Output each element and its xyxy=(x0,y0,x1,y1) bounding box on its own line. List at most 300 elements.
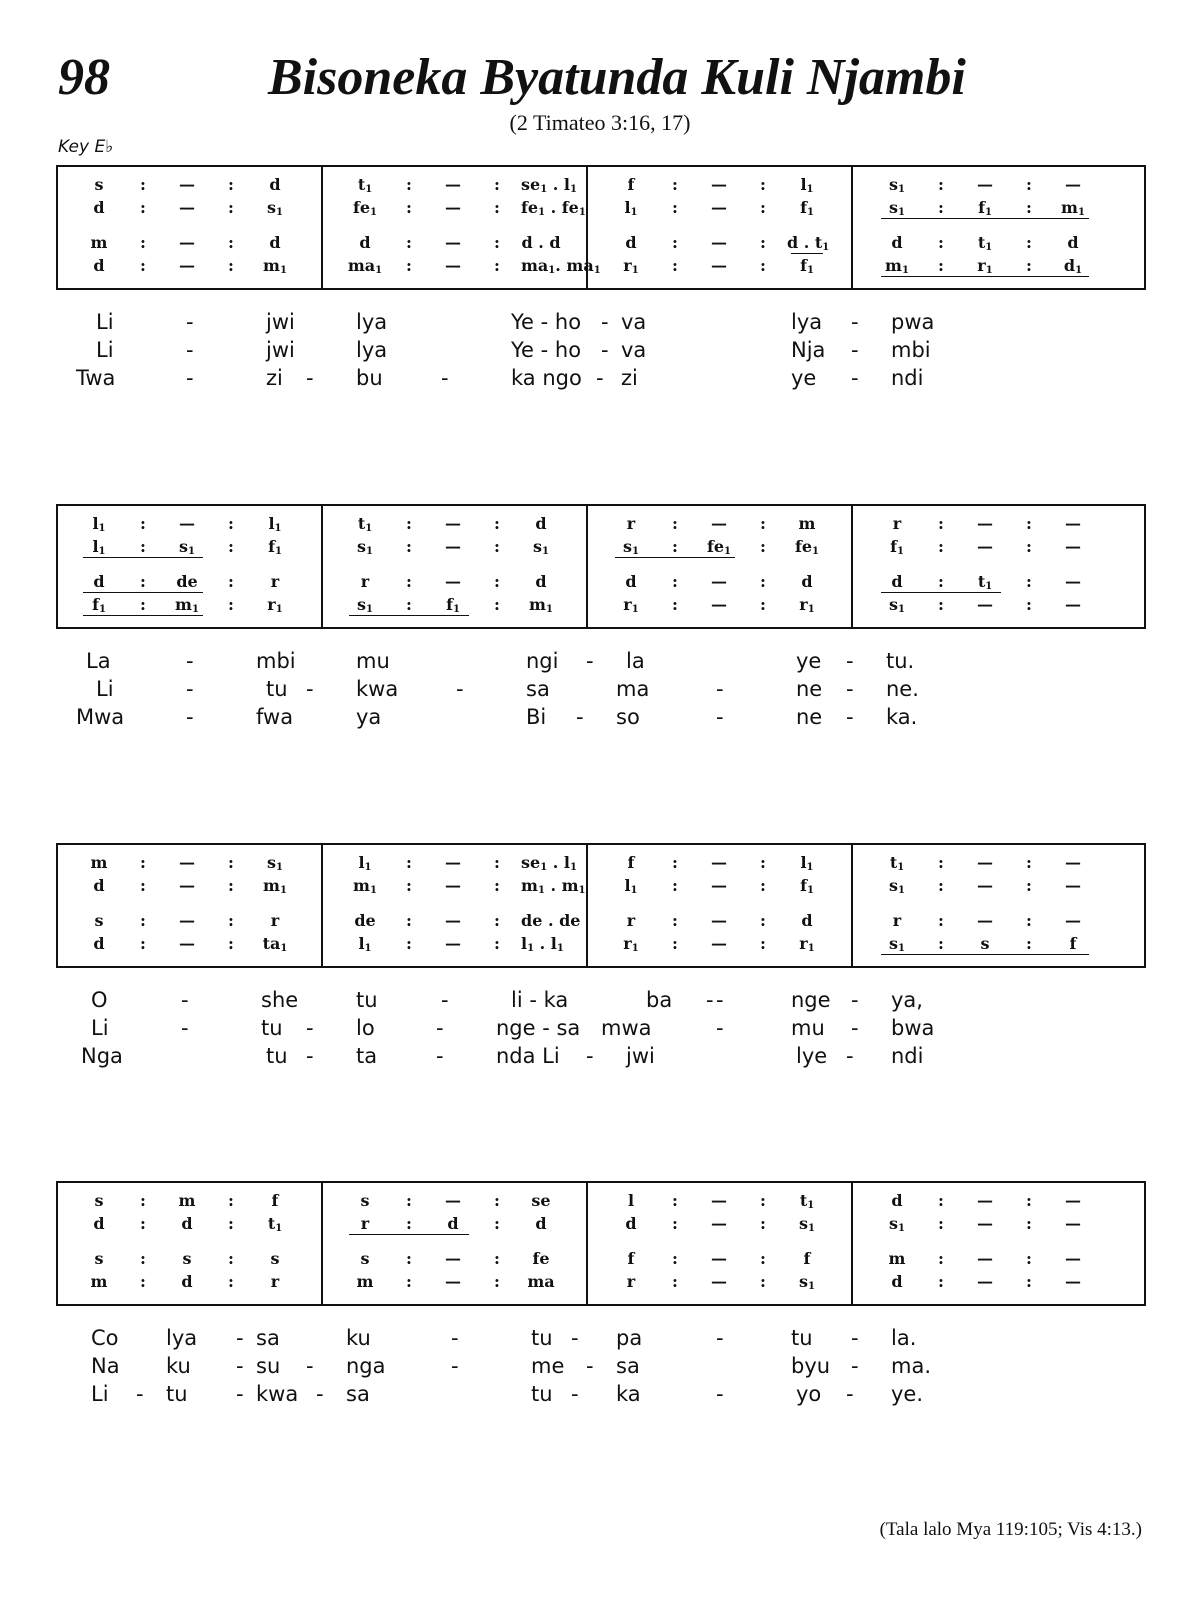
voice-row xyxy=(56,513,1146,535)
lyric-syllable: lya xyxy=(166,1326,198,1350)
note: $l_1$ xyxy=(358,853,372,873)
syllable-hyphen: - xyxy=(586,649,594,673)
note: d xyxy=(93,256,105,275)
beat-separator: : xyxy=(406,876,412,895)
note: d xyxy=(181,1214,193,1233)
beat-separator: : xyxy=(672,934,678,953)
lyric-line xyxy=(56,336,1146,364)
note: — xyxy=(1065,595,1081,614)
note: $t_1$ xyxy=(799,1191,815,1211)
beat-separator: : xyxy=(494,537,500,556)
lyric-syllable: tu xyxy=(261,1016,283,1040)
voice-row xyxy=(56,1213,1146,1235)
beat-separator: : xyxy=(1026,233,1032,252)
lyric-syllable: Nga xyxy=(81,1044,123,1068)
beat-separator: : xyxy=(140,853,146,872)
beat-separator: : xyxy=(228,537,234,556)
lyric-syllable: ye. xyxy=(891,1382,924,1406)
lyric-syllable: O xyxy=(91,988,108,1012)
note: f xyxy=(1069,934,1077,953)
note: $s_1$ xyxy=(533,537,549,557)
lyric-syllable: she xyxy=(261,988,299,1012)
note: d xyxy=(93,572,105,591)
note: — xyxy=(179,911,195,930)
note: s xyxy=(94,175,104,194)
beat-separator: : xyxy=(228,595,234,614)
note: $l_1$ xyxy=(268,514,282,534)
lyric-syllable: yo xyxy=(796,1382,822,1406)
note: — xyxy=(977,175,993,194)
syllable-hyphen: - xyxy=(181,1016,189,1040)
lyric-syllable: ya xyxy=(356,705,382,729)
syllable-hyphen: - xyxy=(236,1382,244,1406)
note: m xyxy=(888,1249,906,1268)
note: $m_1$ xyxy=(263,876,287,896)
note: d . $t_1$ xyxy=(787,233,830,253)
note: — xyxy=(179,233,195,252)
note: f xyxy=(803,1249,811,1268)
syllable-hyphen: - xyxy=(706,988,714,1012)
lyric-syllable: ka ngo xyxy=(511,366,582,390)
lyric-line xyxy=(56,1380,1146,1408)
beat-separator: : xyxy=(938,876,944,895)
note: — xyxy=(977,1191,993,1210)
lyric-syllable: Na xyxy=(91,1354,120,1378)
lyric-syllable: ndi xyxy=(891,366,924,390)
beat-separator: : xyxy=(672,198,678,217)
lyric-syllable: Ye - ho xyxy=(511,338,582,362)
note: s xyxy=(94,1249,104,1268)
note: — xyxy=(1065,514,1081,533)
voice-row xyxy=(56,933,1146,955)
beat-separator: : xyxy=(760,514,766,533)
note-group-underline xyxy=(349,1234,469,1235)
note: — xyxy=(711,514,727,533)
lyric-syllable: sa xyxy=(346,1382,370,1406)
note: — xyxy=(977,595,993,614)
lyric-line xyxy=(56,1014,1146,1042)
note-group-underline xyxy=(83,557,203,558)
beat-separator: : xyxy=(494,198,500,217)
beat-separator: : xyxy=(672,1272,678,1291)
lyric-syllable: lya xyxy=(356,310,388,334)
note: $se_1$ . $l_1$ xyxy=(521,175,577,195)
beat-separator: : xyxy=(140,175,146,194)
note: — xyxy=(977,1249,993,1268)
lyric-syllable: tu xyxy=(531,1326,553,1350)
beat-separator: : xyxy=(140,1249,146,1268)
note-group-underline xyxy=(83,592,203,593)
lyric-syllable: me xyxy=(531,1354,565,1378)
lyric-syllable: Nja xyxy=(791,338,826,362)
beat-separator: : xyxy=(140,934,146,953)
beat-separator: : xyxy=(140,198,146,217)
lyric-line xyxy=(56,986,1146,1014)
beat-separator: : xyxy=(672,853,678,872)
note: — xyxy=(1065,911,1081,930)
beat-separator: : xyxy=(406,198,412,217)
beat-separator: : xyxy=(228,572,234,591)
note: d xyxy=(269,175,281,194)
syllable-hyphen: - xyxy=(851,310,859,334)
beat-separator: : xyxy=(494,572,500,591)
score-system xyxy=(56,843,1146,1068)
note: $l_1$ xyxy=(92,537,106,557)
note: — xyxy=(445,1249,461,1268)
beat-separator: : xyxy=(406,911,412,930)
lyric-syllable: Twa xyxy=(76,366,116,390)
note: — xyxy=(977,537,993,556)
note: — xyxy=(445,876,461,895)
note-group-underline xyxy=(615,557,735,558)
note: — xyxy=(977,1272,993,1291)
syllable-hyphen: - xyxy=(306,677,314,701)
syllable-hyphen: - xyxy=(186,677,194,701)
beat-separator: : xyxy=(1026,1214,1032,1233)
note: $fe_1$ xyxy=(706,537,732,557)
note: $r_1$ xyxy=(623,256,639,276)
beat-separator: : xyxy=(494,1249,500,1268)
lyric-syllable: ne xyxy=(796,677,823,701)
syllable-hyphen: - xyxy=(716,1326,724,1350)
note: $r_1$ xyxy=(977,256,993,276)
syllable-hyphen: - xyxy=(571,1382,579,1406)
lyric-syllable: ku xyxy=(346,1326,371,1350)
lyric-syllable: jwi xyxy=(266,310,295,334)
note: d xyxy=(269,233,281,252)
beat-separator: : xyxy=(140,572,146,591)
note: s xyxy=(94,1191,104,1210)
note: $t_1$ xyxy=(977,233,993,253)
note: — xyxy=(711,1191,727,1210)
beat-separator: : xyxy=(760,911,766,930)
note: $r_1$ xyxy=(623,595,639,615)
note: m xyxy=(798,514,816,533)
beat-separator: : xyxy=(406,175,412,194)
beat-separator: : xyxy=(672,595,678,614)
beat-separator: : xyxy=(938,595,944,614)
syllable-hyphen: - xyxy=(846,705,854,729)
lyric-syllable: Co xyxy=(91,1326,119,1350)
note: d xyxy=(535,572,547,591)
note: — xyxy=(445,233,461,252)
note: $l_1$ xyxy=(800,853,814,873)
beat-separator: : xyxy=(1026,256,1032,275)
beat-separator: : xyxy=(140,595,146,614)
beat-separator: : xyxy=(672,1214,678,1233)
note: — xyxy=(977,514,993,533)
lyric-syllable: lye xyxy=(796,1044,828,1068)
note: — xyxy=(445,256,461,275)
syllable-hyphen: - xyxy=(186,705,194,729)
note-group-underline xyxy=(881,218,1089,219)
note: $s_1$ xyxy=(179,537,195,557)
lyric-syllable: va xyxy=(621,338,647,362)
beat-separator: : xyxy=(1026,1191,1032,1210)
lyric-syllable: sa xyxy=(526,677,550,701)
note: d xyxy=(891,572,903,591)
beat-separator: : xyxy=(760,572,766,591)
beat-separator: : xyxy=(672,233,678,252)
lyric-syllable: La xyxy=(86,649,111,673)
note: d xyxy=(891,1191,903,1210)
voice-row xyxy=(56,174,1146,196)
note: $fe_1$ xyxy=(352,198,378,218)
note: $r_1$ xyxy=(267,595,283,615)
note: ma xyxy=(527,1272,555,1291)
lyric-syllable: kwa xyxy=(356,677,399,701)
lyric-syllable: ne. xyxy=(886,677,919,701)
beat-separator: : xyxy=(228,1191,234,1210)
syllable-hyphen: - xyxy=(586,1044,594,1068)
beat-separator: : xyxy=(406,572,412,591)
note: de xyxy=(354,911,376,930)
lyric-syllable: sa xyxy=(616,1354,640,1378)
beat-separator: : xyxy=(672,175,678,194)
note: $s_1$ xyxy=(889,175,905,195)
note: $l_1$ . $l_1$ xyxy=(521,934,564,954)
syllable-hyphen: - xyxy=(571,1326,579,1350)
note: — xyxy=(1065,1272,1081,1291)
note: — xyxy=(179,853,195,872)
note: — xyxy=(711,853,727,872)
score-system xyxy=(56,165,1146,390)
lyric-syllable: ba xyxy=(646,988,673,1012)
beat-separator: : xyxy=(938,853,944,872)
note: — xyxy=(711,175,727,194)
lyric-line xyxy=(56,308,1146,336)
syllable-hyphen: - xyxy=(236,1326,244,1350)
hymn-number: 98 xyxy=(58,49,110,106)
beat-separator: : xyxy=(672,1191,678,1210)
beat-separator: : xyxy=(228,1214,234,1233)
lyric-syllable: jwi xyxy=(626,1044,655,1068)
note: — xyxy=(445,934,461,953)
syllable-hyphen: - xyxy=(236,1354,244,1378)
note: $fe_1$ xyxy=(794,537,820,557)
lyric-syllable: pwa xyxy=(891,310,935,334)
beat-separator: : xyxy=(1026,572,1032,591)
syllable-hyphen: - xyxy=(596,366,604,390)
lyric-syllable: bu xyxy=(356,366,383,390)
note: $t_1$ xyxy=(267,1214,283,1234)
note: — xyxy=(1065,175,1081,194)
beat-separator: : xyxy=(494,256,500,275)
beat-separator: : xyxy=(228,175,234,194)
lyric-syllable: mwa xyxy=(601,1016,652,1040)
note: — xyxy=(179,175,195,194)
beat-separator: : xyxy=(406,537,412,556)
lyric-syllable: lo xyxy=(356,1016,375,1040)
beat-separator: : xyxy=(760,595,766,614)
beat-separator: : xyxy=(228,1272,234,1291)
beat-separator: : xyxy=(140,514,146,533)
note: r xyxy=(270,911,280,930)
note: $s_1$ xyxy=(889,198,905,218)
lyric-syllable: ye xyxy=(791,366,817,390)
note: — xyxy=(711,876,727,895)
note: $r_1$ xyxy=(799,934,815,954)
note: r xyxy=(360,572,370,591)
lyric-syllable: ndi xyxy=(891,1044,924,1068)
syllable-hyphen: - xyxy=(716,1016,724,1040)
note: d xyxy=(93,1214,105,1233)
note-group-underline xyxy=(881,276,1089,277)
score-system xyxy=(56,1181,1146,1406)
note: $t_1$ xyxy=(357,514,373,534)
beat-separator: : xyxy=(140,1191,146,1210)
lyric-syllable: bwa xyxy=(891,1016,935,1040)
syllable-hyphen: - xyxy=(846,1044,854,1068)
note: — xyxy=(445,1272,461,1291)
note: $s_1$ xyxy=(889,595,905,615)
beat-separator: : xyxy=(938,198,944,217)
note: — xyxy=(445,911,461,930)
lyric-syllable: tu. xyxy=(886,649,915,673)
note: d xyxy=(625,572,637,591)
note: $l_1$ xyxy=(92,514,106,534)
lyric-syllable: zi xyxy=(621,366,638,390)
note: — xyxy=(1065,1191,1081,1210)
beat-separator: : xyxy=(140,256,146,275)
note: r xyxy=(892,514,902,533)
note: r xyxy=(360,1214,370,1233)
syllable-hyphen: - xyxy=(716,988,724,1012)
syllable-hyphen: - xyxy=(601,310,609,334)
lyric-syllable: su xyxy=(256,1354,281,1378)
note: $s_1$ xyxy=(799,1214,815,1234)
note: m xyxy=(90,853,108,872)
note: s xyxy=(182,1249,192,1268)
note: $m_1$ xyxy=(1061,198,1085,218)
beat-separator: : xyxy=(760,1214,766,1233)
lyric-syllable: ku xyxy=(166,1354,191,1378)
beat-separator: : xyxy=(1026,934,1032,953)
syllable-hyphen: - xyxy=(576,705,584,729)
note: $s_1$ xyxy=(623,537,639,557)
syllable-hyphen: - xyxy=(846,1382,854,1406)
note: s xyxy=(94,911,104,930)
lyric-syllable: jwi xyxy=(266,338,295,362)
lyric-syllable: Li xyxy=(91,1016,109,1040)
lyric-syllable: ma xyxy=(616,677,650,701)
syllable-hyphen: - xyxy=(586,1354,594,1378)
syllable-hyphen: - xyxy=(846,677,854,701)
beat-separator: : xyxy=(406,934,412,953)
beat-separator: : xyxy=(228,876,234,895)
beat-separator: : xyxy=(494,876,500,895)
voice-row xyxy=(56,232,1146,254)
note: d xyxy=(93,876,105,895)
note: r xyxy=(626,1272,636,1291)
lyric-syllable: nda Li xyxy=(496,1044,560,1068)
syllable-hyphen: - xyxy=(441,988,449,1012)
note: d xyxy=(801,911,813,930)
hymn-title: Bisoneka Byatunda Kuli Njambi xyxy=(268,49,966,106)
note: f xyxy=(627,175,635,194)
beat-separator: : xyxy=(938,911,944,930)
note: — xyxy=(179,198,195,217)
lyric-syllable: tu xyxy=(356,988,378,1012)
syllable-hyphen: - xyxy=(186,310,194,334)
voice-row xyxy=(56,255,1146,277)
note: l xyxy=(627,1191,635,1210)
beat-separator: : xyxy=(494,1272,500,1291)
scripture-reference: (2 Timateo 3:16, 17) xyxy=(509,110,691,135)
note: — xyxy=(1065,853,1081,872)
lyric-syllable: Li xyxy=(96,310,114,334)
beat-separator: : xyxy=(672,537,678,556)
syllable-hyphen: - xyxy=(451,1354,459,1378)
beat-separator: : xyxy=(228,934,234,953)
note: — xyxy=(711,934,727,953)
note: se xyxy=(531,1191,551,1210)
beat-separator: : xyxy=(672,256,678,275)
note: $f_1$ xyxy=(890,537,904,557)
note: m xyxy=(90,1272,108,1291)
syllable-hyphen: - xyxy=(306,1354,314,1378)
lyric-syllable: mbi xyxy=(256,649,296,673)
note: m xyxy=(90,233,108,252)
beat-separator: : xyxy=(672,876,678,895)
lyric-syllable: la. xyxy=(891,1326,917,1350)
note-group-underline xyxy=(349,615,469,616)
note: m xyxy=(356,1272,374,1291)
beat-separator: : xyxy=(494,175,500,194)
voice-row xyxy=(56,571,1146,593)
lyric-syllable: ya, xyxy=(891,988,923,1012)
note: $f_1$ xyxy=(268,537,282,557)
beat-separator: : xyxy=(494,853,500,872)
note: $r_1$ xyxy=(799,595,815,615)
beat-separator: : xyxy=(760,1191,766,1210)
lyric-syllable: nge - sa xyxy=(496,1016,581,1040)
note: $m_1$ xyxy=(175,595,199,615)
beat-separator: : xyxy=(228,911,234,930)
beat-separator: : xyxy=(494,911,500,930)
note: d xyxy=(625,233,637,252)
syllable-hyphen: - xyxy=(851,1326,859,1350)
lyric-syllable: sa xyxy=(256,1326,280,1350)
voice-row xyxy=(56,536,1146,558)
syllable-hyphen: - xyxy=(846,649,854,673)
note: r xyxy=(626,514,636,533)
note: $se_1$ . $l_1$ xyxy=(521,853,577,873)
note: — xyxy=(977,1214,993,1233)
lyric-line xyxy=(56,1352,1146,1380)
lyric-syllable: ka xyxy=(616,1382,641,1406)
voice-row xyxy=(56,197,1146,219)
note: — xyxy=(445,537,461,556)
lyric-syllable: so xyxy=(616,705,640,729)
note: — xyxy=(179,514,195,533)
note: $ma_1$. $ma_1$ xyxy=(521,256,601,276)
lyric-syllable: ta xyxy=(356,1044,378,1068)
note: d xyxy=(535,1214,547,1233)
note: $m_1$ xyxy=(263,256,287,276)
lyric-syllable: lya xyxy=(356,338,388,362)
note: — xyxy=(977,853,993,872)
lyric-syllable: la xyxy=(626,649,645,673)
voice-row xyxy=(56,910,1146,932)
beat-separator: : xyxy=(228,514,234,533)
note: d xyxy=(359,233,371,252)
lyric-syllable: ye xyxy=(796,649,822,673)
note: d xyxy=(891,233,903,252)
note: $f_1$ xyxy=(800,198,814,218)
note: $f_1$ xyxy=(800,256,814,276)
lyric-syllable: Li xyxy=(96,338,114,362)
